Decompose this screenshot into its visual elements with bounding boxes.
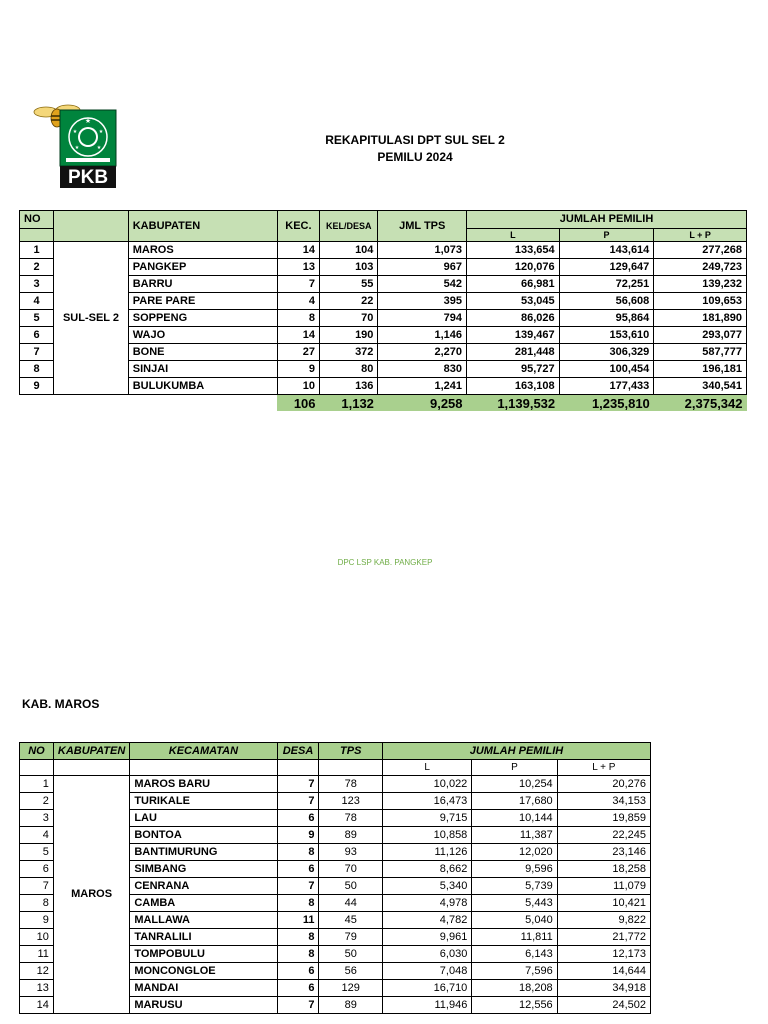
summary-row — [20, 344, 747, 361]
row-kabupaten: MAROS — [128, 242, 277, 259]
detail-row-kecamatan: MALLAWA — [130, 912, 277, 929]
row-l: 120,076 — [467, 259, 560, 276]
summary-row — [20, 242, 747, 259]
detail-row-p: 12,020 — [472, 844, 557, 861]
detail-row-desa: 7 — [277, 776, 319, 793]
detail-header-p: P — [472, 760, 557, 776]
detail-row-lp: 22,245 — [557, 827, 650, 844]
detail-row-p: 17,680 — [472, 793, 557, 810]
section-title: KAB. MAROS — [22, 697, 100, 711]
row-desa: 372 — [320, 344, 378, 361]
row-kec: 13 — [277, 259, 319, 276]
header-lp: L + P — [654, 228, 747, 241]
row-tps: 967 — [378, 259, 467, 276]
row-lp: 196,181 — [654, 361, 747, 378]
detail-row-kecamatan: MARUSU — [130, 997, 277, 1014]
header-kec: KEC. — [277, 211, 319, 242]
row-desa: 55 — [320, 276, 378, 293]
footer-text: DPC LSP KAB. PANGKEP — [337, 558, 433, 567]
detail-row-lp: 24,502 — [557, 997, 650, 1014]
row-l: 86,026 — [467, 310, 560, 327]
row-kabupaten: BARRU — [128, 276, 277, 293]
row-l: 53,045 — [467, 293, 560, 310]
region-label: SUL-SEL 2 — [54, 242, 129, 395]
summary-row — [20, 378, 747, 395]
row-lp: 340,541 — [654, 378, 747, 395]
detail-row-lp: 23,146 — [557, 844, 650, 861]
detail-row-tps: 70 — [319, 861, 383, 878]
detail-row-kecamatan: BANTIMURUNG — [130, 844, 277, 861]
row-desa: 80 — [320, 361, 378, 378]
row-desa: 22 — [320, 293, 378, 310]
row-p: 177,433 — [559, 378, 654, 395]
detail-row-lp: 19,859 — [557, 810, 650, 827]
detail-row-desa: 8 — [277, 929, 319, 946]
row-kec: 14 — [277, 242, 319, 259]
detail-row-p: 6,143 — [472, 946, 557, 963]
row-lp: 109,653 — [654, 293, 747, 310]
detail-row-desa: 8 — [277, 844, 319, 861]
detail-row-l: 10,022 — [382, 776, 471, 793]
row-lp: 277,268 — [654, 242, 747, 259]
detail-row-tps: 50 — [319, 946, 383, 963]
detail-row-kecamatan: CENRANA — [130, 878, 277, 895]
header-no: NO — [20, 211, 54, 229]
row-kec: 9 — [277, 361, 319, 378]
detail-row-tps: 78 — [319, 810, 383, 827]
row-l: 133,654 — [467, 242, 560, 259]
detail-row-p: 18,208 — [472, 980, 557, 997]
row-tps: 794 — [378, 310, 467, 327]
detail-row-tps: 79 — [319, 929, 383, 946]
row-tps: 1,241 — [378, 378, 467, 395]
detail-header-no: NO — [20, 743, 54, 760]
detail-row-lp: 12,173 — [557, 946, 650, 963]
detail-row-p: 11,811 — [472, 929, 557, 946]
detail-row-desa: 8 — [277, 895, 319, 912]
header-kel-desa: KEL/DESA — [320, 211, 378, 242]
detail-row-desa: 7 — [277, 793, 319, 810]
detail-row-p: 10,144 — [472, 810, 557, 827]
row-lp: 587,777 — [654, 344, 747, 361]
detail-header-lp: L + P — [557, 760, 650, 776]
row-p: 56,608 — [559, 293, 654, 310]
row-p: 143,614 — [559, 242, 654, 259]
row-p: 129,647 — [559, 259, 654, 276]
detail-row-no: 8 — [20, 895, 54, 912]
row-lp: 139,232 — [654, 276, 747, 293]
row-lp: 249,723 — [654, 259, 747, 276]
detail-row-l: 11,126 — [382, 844, 471, 861]
detail-row-no: 7 — [20, 878, 54, 895]
detail-row-p: 5,443 — [472, 895, 557, 912]
header-p: P — [559, 228, 654, 241]
summary-row — [20, 310, 747, 327]
svg-text:★: ★ — [72, 129, 78, 135]
row-p: 72,251 — [559, 276, 654, 293]
row-l: 66,981 — [467, 276, 560, 293]
detail-row-lp: 10,421 — [557, 895, 650, 912]
detail-row-kecamatan: TANRALILI — [130, 929, 277, 946]
detail-row-p: 5,040 — [472, 912, 557, 929]
detail-row-kecamatan: SIMBANG — [130, 861, 277, 878]
detail-header-l: L — [382, 760, 471, 776]
detail-row-desa: 6 — [277, 861, 319, 878]
summary-table-body — [20, 242, 747, 395]
row-desa: 103 — [320, 259, 378, 276]
row-l: 281,448 — [467, 344, 560, 361]
row-no: 7 — [20, 344, 54, 361]
detail-row-no: 14 — [20, 997, 54, 1014]
row-lp: 293,077 — [654, 327, 747, 344]
detail-row-kecamatan: MANDAI — [130, 980, 277, 997]
row-kabupaten: SOPPENG — [128, 310, 277, 327]
row-tps: 2,270 — [378, 344, 467, 361]
detail-row-l: 11,946 — [382, 997, 471, 1014]
detail-row-tps: 123 — [319, 793, 383, 810]
row-no: 3 — [20, 276, 54, 293]
row-kec: 14 — [277, 327, 319, 344]
detail-row-kecamatan: MONCONGLOE — [130, 963, 277, 980]
row-desa: 104 — [320, 242, 378, 259]
detail-row-lp: 34,918 — [557, 980, 650, 997]
row-kec: 27 — [277, 344, 319, 361]
row-kabupaten: PANGKEP — [128, 259, 277, 276]
detail-row-p: 5,739 — [472, 878, 557, 895]
detail-row-l: 9,961 — [382, 929, 471, 946]
row-no: 6 — [20, 327, 54, 344]
row-kec: 8 — [277, 310, 319, 327]
total-tps: 9,258 — [378, 395, 467, 412]
header-kabupaten: KABUPATEN — [128, 211, 277, 242]
summary-total-row — [20, 395, 747, 412]
page-title — [290, 132, 540, 166]
header-jumlah-pemilih: JUMLAH PEMILIH — [467, 211, 747, 229]
detail-row-tps: 93 — [319, 844, 383, 861]
row-kec: 4 — [277, 293, 319, 310]
detail-row-kecamatan: TOMPOBULU — [130, 946, 277, 963]
row-kabupaten: BONE — [128, 344, 277, 361]
total-l: 1,139,532 — [467, 395, 560, 412]
row-l: 139,467 — [467, 327, 560, 344]
row-kabupaten: BULUKUMBA — [128, 378, 277, 395]
detail-row-kecamatan: MAROS BARU — [130, 776, 277, 793]
detail-row-l: 5,340 — [382, 878, 471, 895]
logo-text: PKB — [67, 167, 109, 188]
detail-row-desa: 6 — [277, 963, 319, 980]
row-p: 306,329 — [559, 344, 654, 361]
header-jml-tps: JML TPS — [378, 211, 467, 242]
detail-row-tps: 89 — [319, 827, 383, 844]
row-kabupaten: PARE PARE — [128, 293, 277, 310]
detail-row-p: 7,596 — [472, 963, 557, 980]
detail-row-tps: 50 — [319, 878, 383, 895]
total-lp: 2,375,342 — [654, 395, 747, 412]
detail-row-kecamatan: BONTOA — [130, 827, 277, 844]
summary-row — [20, 361, 747, 378]
detail-row-p: 10,254 — [472, 776, 557, 793]
detail-header-desa: DESA — [277, 743, 319, 760]
row-no: 1 — [20, 242, 54, 259]
row-no: 5 — [20, 310, 54, 327]
detail-row-tps: 78 — [319, 776, 383, 793]
row-desa: 136 — [320, 378, 378, 395]
row-tps: 1,073 — [378, 242, 467, 259]
row-no: 4 — [20, 293, 54, 310]
total-p: 1,235,810 — [559, 395, 654, 412]
detail-row-tps: 56 — [319, 963, 383, 980]
detail-row-tps: 129 — [319, 980, 383, 997]
detail-row-desa: 7 — [277, 878, 319, 895]
pkb-logo — [30, 100, 126, 190]
detail-row-l: 9,715 — [382, 810, 471, 827]
row-tps: 395 — [378, 293, 467, 310]
total-desa: 1,132 — [320, 395, 378, 412]
detail-row-desa: 9 — [277, 827, 319, 844]
row-lp: 181,890 — [654, 310, 747, 327]
row-l: 163,108 — [467, 378, 560, 395]
svg-text:★: ★ — [98, 129, 104, 135]
row-no: 2 — [20, 259, 54, 276]
detail-row-l: 6,030 — [382, 946, 471, 963]
detail-row-desa: 6 — [277, 980, 319, 997]
title-line-2: PEMILU 2024 — [377, 150, 453, 164]
detail-row-lp: 20,276 — [557, 776, 650, 793]
header-no-sub — [20, 228, 54, 241]
detail-row-lp: 11,079 — [557, 878, 650, 895]
detail-row-l: 16,710 — [382, 980, 471, 997]
summary-row — [20, 293, 747, 310]
row-kabupaten: WAJO — [128, 327, 277, 344]
detail-row-tps: 44 — [319, 895, 383, 912]
detail-row-kecamatan: TURIKALE — [130, 793, 277, 810]
detail-row-lp: 18,258 — [557, 861, 650, 878]
header-region — [54, 211, 129, 242]
row-kabupaten: SINJAI — [128, 361, 277, 378]
detail-kabupaten-label: MAROS — [53, 776, 129, 1014]
detail-row-l: 16,473 — [382, 793, 471, 810]
row-no: 9 — [20, 378, 54, 395]
detail-row — [20, 776, 651, 793]
detail-row-lp: 9,822 — [557, 912, 650, 929]
detail-header-kecamatan: KECAMATAN — [130, 743, 277, 760]
detail-row-desa: 6 — [277, 810, 319, 827]
row-p: 153,610 — [559, 327, 654, 344]
row-no: 8 — [20, 361, 54, 378]
detail-row-l: 4,978 — [382, 895, 471, 912]
detail-row-no: 12 — [20, 963, 54, 980]
detail-row-desa: 11 — [277, 912, 319, 929]
detail-row-p: 11,387 — [472, 827, 557, 844]
header-l: L — [467, 228, 560, 241]
detail-row-p: 12,556 — [472, 997, 557, 1014]
detail-row-no: 6 — [20, 861, 54, 878]
detail-row-no: 4 — [20, 827, 54, 844]
detail-row-lp: 34,153 — [557, 793, 650, 810]
detail-row-desa: 8 — [277, 946, 319, 963]
detail-row-lp: 14,644 — [557, 963, 650, 980]
row-l: 95,727 — [467, 361, 560, 378]
detail-row-no: 3 — [20, 810, 54, 827]
summary-table — [19, 210, 747, 411]
detail-row-no: 9 — [20, 912, 54, 929]
detail-row-l: 10,858 — [382, 827, 471, 844]
row-tps: 542 — [378, 276, 467, 293]
row-tps: 1,146 — [378, 327, 467, 344]
detail-row-kecamatan: LAU — [130, 810, 277, 827]
row-kec: 7 — [277, 276, 319, 293]
detail-row-l: 4,782 — [382, 912, 471, 929]
detail-row-l: 7,048 — [382, 963, 471, 980]
detail-row-lp: 21,772 — [557, 929, 650, 946]
detail-table-body — [20, 776, 651, 1014]
svg-text:★: ★ — [84, 117, 92, 125]
detail-row-tps: 89 — [319, 997, 383, 1014]
detail-row-no: 13 — [20, 980, 54, 997]
row-p: 95,864 — [559, 310, 654, 327]
detail-table — [19, 742, 651, 1014]
summary-row — [20, 327, 747, 344]
detail-row-no: 11 — [20, 946, 54, 963]
detail-row-no: 5 — [20, 844, 54, 861]
summary-row — [20, 276, 747, 293]
title-line-1: REKAPITULASI DPT SUL SEL 2 — [325, 133, 505, 147]
row-desa: 70 — [320, 310, 378, 327]
detail-row-p: 9,596 — [472, 861, 557, 878]
detail-row-kecamatan: CAMBA — [130, 895, 277, 912]
detail-header-jumlah-pemilih: JUMLAH PEMILIH — [382, 743, 650, 760]
row-tps: 830 — [378, 361, 467, 378]
total-kec: 106 — [277, 395, 319, 412]
summary-row — [20, 259, 747, 276]
detail-header-kabupaten: KABUPATEN — [53, 743, 129, 760]
detail-row-no: 2 — [20, 793, 54, 810]
detail-row-l: 8,662 — [382, 861, 471, 878]
detail-row-tps: 45 — [319, 912, 383, 929]
detail-row-desa: 7 — [277, 997, 319, 1014]
row-p: 100,454 — [559, 361, 654, 378]
row-desa: 190 — [320, 327, 378, 344]
svg-text:★: ★ — [96, 145, 102, 151]
row-kec: 10 — [277, 378, 319, 395]
svg-text:★: ★ — [74, 145, 80, 151]
detail-row-no: 10 — [20, 929, 54, 946]
detail-header-tps: TPS — [319, 743, 383, 760]
detail-row-no: 1 — [20, 776, 54, 793]
